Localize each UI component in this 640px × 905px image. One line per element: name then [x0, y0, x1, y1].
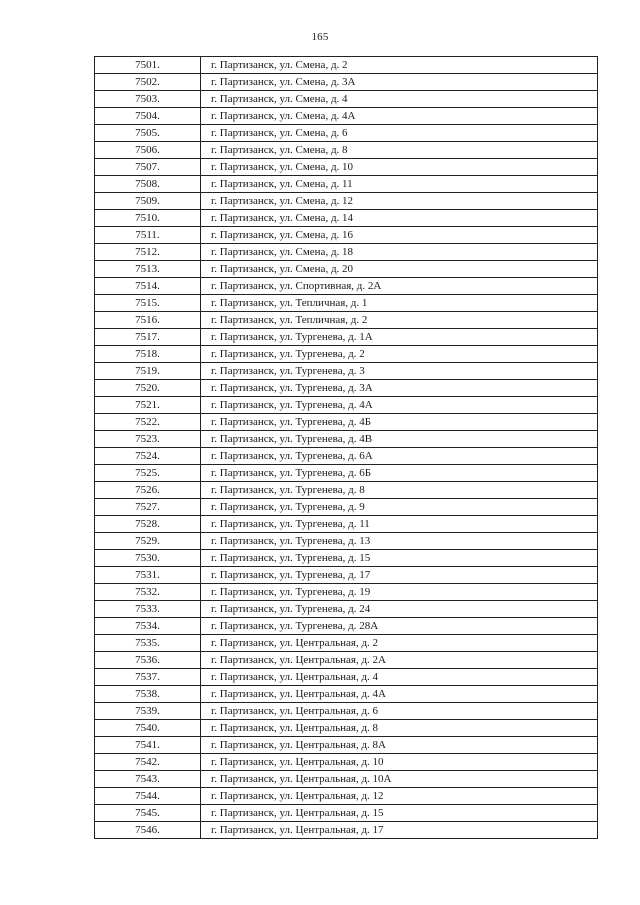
address-cell: г. Партизанск, ул. Центральная, д. 8: [201, 720, 598, 737]
table-row: [95, 567, 598, 584]
row-number-cell: 7543.: [95, 771, 201, 788]
table-row: [95, 805, 598, 822]
table-row: [95, 822, 598, 839]
row-number-cell: 7519.: [95, 363, 201, 380]
address-cell: г. Партизанск, ул. Тургенева, д. 8: [201, 482, 598, 499]
address-cell: г. Партизанск, ул. Смена, д. 2: [201, 57, 598, 74]
row-number-cell: 7507.: [95, 159, 201, 176]
table-row: [95, 720, 598, 737]
address-cell: г. Партизанск, ул. Тургенева, д. 13: [201, 533, 598, 550]
row-number-cell: 7523.: [95, 431, 201, 448]
table-row: [95, 737, 598, 754]
row-number-cell: 7529.: [95, 533, 201, 550]
row-number-cell: 7542.: [95, 754, 201, 771]
table-row: [95, 482, 598, 499]
row-number-cell: 7520.: [95, 380, 201, 397]
row-number-cell: 7531.: [95, 567, 201, 584]
row-number-cell: 7516.: [95, 312, 201, 329]
address-cell: г. Партизанск, ул. Тургенева, д. 4В: [201, 431, 598, 448]
row-number-cell: 7513.: [95, 261, 201, 278]
address-cell: г. Партизанск, ул. Смена, д. 16: [201, 227, 598, 244]
table-row: [95, 346, 598, 363]
table-row: [95, 788, 598, 805]
row-number-cell: 7509.: [95, 193, 201, 210]
row-number-cell: 7533.: [95, 601, 201, 618]
table-row: [95, 363, 598, 380]
address-cell: г. Партизанск, ул. Тургенева, д. 3: [201, 363, 598, 380]
row-number-cell: 7544.: [95, 788, 201, 805]
table-row: [95, 550, 598, 567]
row-number-cell: 7546.: [95, 822, 201, 839]
row-number-cell: 7515.: [95, 295, 201, 312]
address-table: [94, 56, 598, 839]
address-cell: г. Партизанск, ул. Центральная, д. 2А: [201, 652, 598, 669]
row-number-cell: 7541.: [95, 737, 201, 754]
row-number-cell: 7535.: [95, 635, 201, 652]
row-number-cell: 7518.: [95, 346, 201, 363]
row-number-cell: 7517.: [95, 329, 201, 346]
table-row: [95, 380, 598, 397]
table-row: [95, 431, 598, 448]
table-row: [95, 193, 598, 210]
address-cell: г. Партизанск, ул. Смена, д. 10: [201, 159, 598, 176]
address-cell: г. Партизанск, ул. Тургенева, д. 6Б: [201, 465, 598, 482]
row-number-cell: 7524.: [95, 448, 201, 465]
table-row: [95, 601, 598, 618]
row-number-cell: 7539.: [95, 703, 201, 720]
address-cell: г. Партизанск, ул. Тургенева, д. 28А: [201, 618, 598, 635]
row-number-cell: 7514.: [95, 278, 201, 295]
address-cell: г. Партизанск, ул. Центральная, д. 2: [201, 635, 598, 652]
table-row: [95, 448, 598, 465]
address-cell: г. Партизанск, ул. Центральная, д. 15: [201, 805, 598, 822]
table-row: [95, 244, 598, 261]
table-row: [95, 771, 598, 788]
address-cell: г. Партизанск, ул. Смена, д. 20: [201, 261, 598, 278]
row-number-cell: 7504.: [95, 108, 201, 125]
address-cell: г. Партизанск, ул. Тургенева, д. 11: [201, 516, 598, 533]
address-cell: г. Партизанск, ул. Смена, д. 3А: [201, 74, 598, 91]
table-row: [95, 74, 598, 91]
table-row: [95, 465, 598, 482]
row-number-cell: 7510.: [95, 210, 201, 227]
address-cell: г. Партизанск, ул. Тургенева, д. 4Б: [201, 414, 598, 431]
address-cell: г. Партизанск, ул. Тургенева, д. 17: [201, 567, 598, 584]
row-number-cell: 7534.: [95, 618, 201, 635]
table-row: [95, 652, 598, 669]
address-cell: г. Партизанск, ул. Спортивная, д. 2А: [201, 278, 598, 295]
table-row: [95, 329, 598, 346]
address-cell: г. Партизанск, ул. Центральная, д. 12: [201, 788, 598, 805]
address-cell: г. Партизанск, ул. Тургенева, д. 4А: [201, 397, 598, 414]
table-row: [95, 499, 598, 516]
table-row: [95, 210, 598, 227]
table-row: [95, 414, 598, 431]
address-table-body: [95, 57, 598, 839]
address-cell: г. Партизанск, ул. Центральная, д. 10А: [201, 771, 598, 788]
table-row: [95, 516, 598, 533]
address-cell: г. Партизанск, ул. Смена, д. 6: [201, 125, 598, 142]
address-cell: г. Партизанск, ул. Тургенева, д. 19: [201, 584, 598, 601]
address-cell: г. Партизанск, ул. Тургенева, д. 3А: [201, 380, 598, 397]
table-row: [95, 159, 598, 176]
address-cell: г. Партизанск, ул. Смена, д. 14: [201, 210, 598, 227]
row-number-cell: 7527.: [95, 499, 201, 516]
row-number-cell: 7528.: [95, 516, 201, 533]
address-cell: г. Партизанск, ул. Тургенева, д. 2: [201, 346, 598, 363]
table-row: [95, 584, 598, 601]
address-cell: г. Партизанск, ул. Тургенева, д. 24: [201, 601, 598, 618]
table-row: [95, 669, 598, 686]
row-number-cell: 7522.: [95, 414, 201, 431]
address-cell: г. Партизанск, ул. Центральная, д. 17: [201, 822, 598, 839]
row-number-cell: 7540.: [95, 720, 201, 737]
address-cell: г. Партизанск, ул. Тепличная, д. 2: [201, 312, 598, 329]
table-row: [95, 397, 598, 414]
address-cell: г. Партизанск, ул. Тургенева, д. 1А: [201, 329, 598, 346]
row-number-cell: 7505.: [95, 125, 201, 142]
table-row: [95, 295, 598, 312]
address-cell: г. Партизанск, ул. Смена, д. 12: [201, 193, 598, 210]
table-row: [95, 57, 598, 74]
address-cell: г. Партизанск, ул. Центральная, д. 6: [201, 703, 598, 720]
table-row: [95, 635, 598, 652]
row-number-cell: 7512.: [95, 244, 201, 261]
row-number-cell: 7502.: [95, 74, 201, 91]
address-cell: г. Партизанск, ул. Тепличная, д. 1: [201, 295, 598, 312]
address-cell: г. Партизанск, ул. Смена, д. 4А: [201, 108, 598, 125]
page-number: 165: [311, 31, 329, 43]
address-cell: г. Партизанск, ул. Смена, д. 18: [201, 244, 598, 261]
address-cell: г. Партизанск, ул. Тургенева, д. 15: [201, 550, 598, 567]
row-number-cell: 7521.: [95, 397, 201, 414]
table-row: [95, 142, 598, 159]
table-row: [95, 533, 598, 550]
table-row: [95, 176, 598, 193]
row-number-cell: 7501.: [95, 57, 201, 74]
table-row: [95, 686, 598, 703]
table-row: [95, 108, 598, 125]
table-row: [95, 754, 598, 771]
row-number-cell: 7503.: [95, 91, 201, 108]
address-cell: г. Партизанск, ул. Центральная, д. 4: [201, 669, 598, 686]
table-row: [95, 227, 598, 244]
row-number-cell: 7530.: [95, 550, 201, 567]
row-number-cell: 7536.: [95, 652, 201, 669]
row-number-cell: 7537.: [95, 669, 201, 686]
table-row: [95, 278, 598, 295]
table-row: [95, 703, 598, 720]
address-cell: г. Партизанск, ул. Тургенева, д. 9: [201, 499, 598, 516]
row-number-cell: 7538.: [95, 686, 201, 703]
row-number-cell: 7506.: [95, 142, 201, 159]
address-cell: г. Партизанск, ул. Смена, д. 4: [201, 91, 598, 108]
row-number-cell: 7508.: [95, 176, 201, 193]
address-cell: г. Партизанск, ул. Смена, д. 11: [201, 176, 598, 193]
row-number-cell: 7526.: [95, 482, 201, 499]
table-row: [95, 125, 598, 142]
table-row: [95, 91, 598, 108]
row-number-cell: 7511.: [95, 227, 201, 244]
row-number-cell: 7525.: [95, 465, 201, 482]
table-row: [95, 618, 598, 635]
table-row: [95, 312, 598, 329]
table-row: [95, 261, 598, 278]
address-cell: г. Партизанск, ул. Тургенева, д. 6А: [201, 448, 598, 465]
address-cell: г. Партизанск, ул. Центральная, д. 8А: [201, 737, 598, 754]
address-cell: г. Партизанск, ул. Центральная, д. 10: [201, 754, 598, 771]
row-number-cell: 7545.: [95, 805, 201, 822]
row-number-cell: 7532.: [95, 584, 201, 601]
address-cell: г. Партизанск, ул. Центральная, д. 4А: [201, 686, 598, 703]
address-cell: г. Партизанск, ул. Смена, д. 8: [201, 142, 598, 159]
